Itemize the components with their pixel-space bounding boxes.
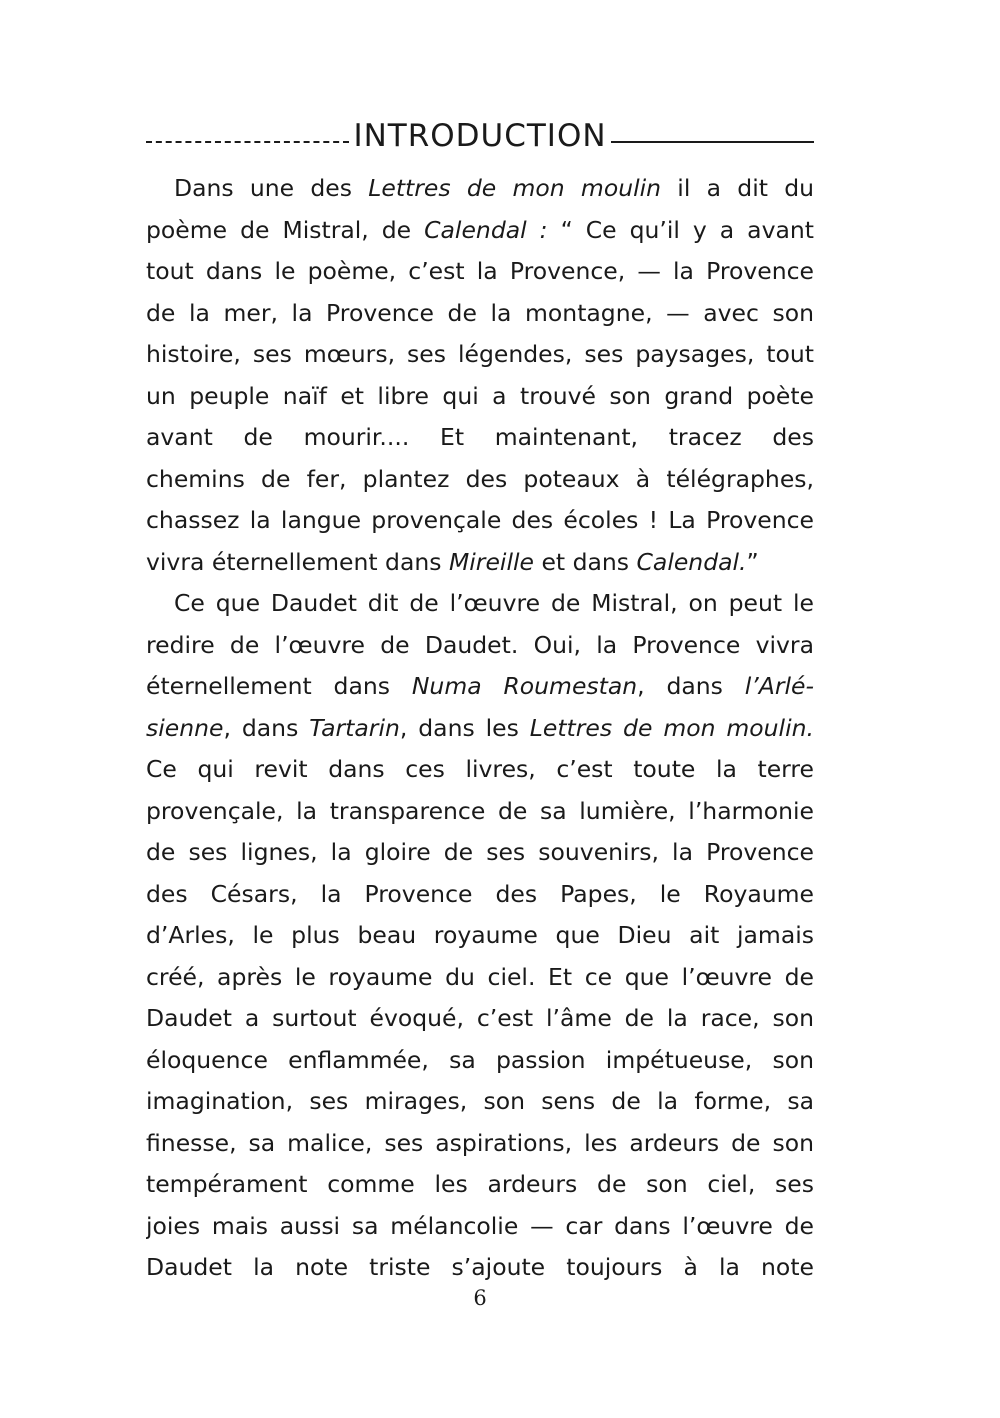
text-line: [146, 749, 814, 791]
italic-title: l’Arlé-: [744, 672, 814, 700]
page-number: 6: [473, 1286, 487, 1310]
page-title: INTRODUCTION: [353, 118, 607, 154]
text-line: [146, 915, 814, 957]
text-line: [146, 791, 814, 833]
text-run: histoire, ses mœurs, ses légendes, ses paysages, tout: [146, 340, 814, 368]
text-line: [146, 459, 814, 501]
text-run: chemins de fer, plantez des poteaux à télégraphes,: [146, 464, 814, 493]
text-run: ”: [746, 547, 759, 576]
text-run: Daudet la note triste s’ajoute toujours à la note: [146, 1253, 814, 1281]
paragraph: [146, 168, 814, 583]
paragraph: [146, 583, 814, 1289]
text-run: Dans une des: [174, 174, 369, 202]
text-line: [146, 1081, 814, 1123]
text-line: [146, 666, 814, 708]
italic-title: Lettres de mon moulin: [368, 174, 662, 202]
text-line: [146, 583, 814, 625]
body-text: [146, 168, 814, 1289]
italic-title: Lettres de mon moulin.: [529, 713, 814, 742]
text-run: tout dans le poème, c’est la Provence, — la Provence: [146, 257, 814, 285]
text-line: [146, 1164, 814, 1206]
text-run: chassez la langue provençale des écoles ! La Provence: [146, 506, 814, 534]
text-line: [146, 1247, 814, 1289]
text-run: de ses lignes, la gloire de ses souvenirs, la Provence: [146, 838, 814, 866]
text-run: , dans: [637, 672, 745, 700]
text-line: [146, 334, 814, 376]
text-run: “ Ce qu’il y a avant: [547, 215, 814, 244]
text-run: provençale, la transparence de sa lumière, l’harmonie: [146, 796, 814, 825]
text-line: [146, 210, 814, 252]
text-run: poème de Mistral, de: [146, 215, 425, 244]
text-line: [146, 625, 814, 667]
text-run: de la mer, la Provence de la montagne, — avec son: [146, 298, 814, 327]
text-run: éternellement dans: [146, 672, 412, 700]
text-line: [146, 708, 814, 750]
text-run: d’Arles, le plus beau royaume que Dieu ait jamais: [146, 921, 814, 949]
italic-title: sienne: [146, 713, 224, 742]
italic-title: Calendal :: [424, 215, 548, 244]
text-line: [146, 417, 814, 459]
italic-title: Tartarin: [309, 713, 400, 742]
text-run: redire de l’œuvre de Daudet. Oui, la Provence vivra: [146, 630, 814, 659]
text-run: , dans les: [399, 713, 530, 742]
text-run: éloquence enflammée, sa passion impétueuse, son: [146, 1045, 814, 1074]
text-line: [146, 542, 814, 584]
italic-title: Mireille: [448, 547, 534, 576]
text-run: Ce que Daudet dit de l’œuvre de Mistral, on peut le: [174, 589, 814, 617]
text-run: et dans: [533, 547, 637, 576]
text-line: [146, 957, 814, 999]
text-run: un peuple naïf et libre qui a trouvé son grand poète: [146, 381, 814, 410]
text-run: imagination, ses mirages, son sens de la forme, sa: [146, 1087, 814, 1115]
text-line: [146, 874, 814, 916]
italic-title: Numa Roumestan: [411, 672, 638, 700]
header-rule-left: [146, 141, 349, 143]
text-line: [146, 832, 814, 874]
text-run: joies mais aussi sa mélancolie — car dans l’œuvre de: [146, 1211, 814, 1240]
text-line: [146, 998, 814, 1040]
text-line: [146, 500, 814, 542]
header-rule-right: [611, 141, 814, 143]
text-line: [146, 376, 814, 418]
text-run: des Césars, la Provence des Papes, le Royaume: [146, 879, 814, 908]
text-line: [146, 1206, 814, 1248]
running-header: [146, 112, 814, 160]
text-run: créé, après le royaume du ciel. Et ce que l’œuvre de: [146, 962, 814, 991]
text-run: , dans: [223, 713, 310, 742]
text-line: [146, 251, 814, 293]
text-run: il a dit du: [661, 174, 814, 202]
text-line: [146, 1040, 814, 1082]
text-run: Ce qui revit dans ces livres, c’est toute la terre: [146, 755, 814, 783]
text-line: [146, 1123, 814, 1165]
text-line: [146, 293, 814, 335]
text-run: vivra éternellement dans: [146, 547, 449, 576]
text-line: [146, 168, 814, 210]
text-run: avant de mourir.... Et maintenant, tracez des: [146, 423, 814, 451]
text-run: finesse, sa malice, ses aspirations, les ardeurs de son: [146, 1128, 814, 1157]
text-run: tempérament comme les ardeurs de son ciel, ses: [146, 1170, 814, 1198]
text-run: Daudet a surtout évoqué, c’est l’âme de la race, son: [146, 1004, 814, 1032]
italic-title: Calendal.: [636, 547, 747, 576]
